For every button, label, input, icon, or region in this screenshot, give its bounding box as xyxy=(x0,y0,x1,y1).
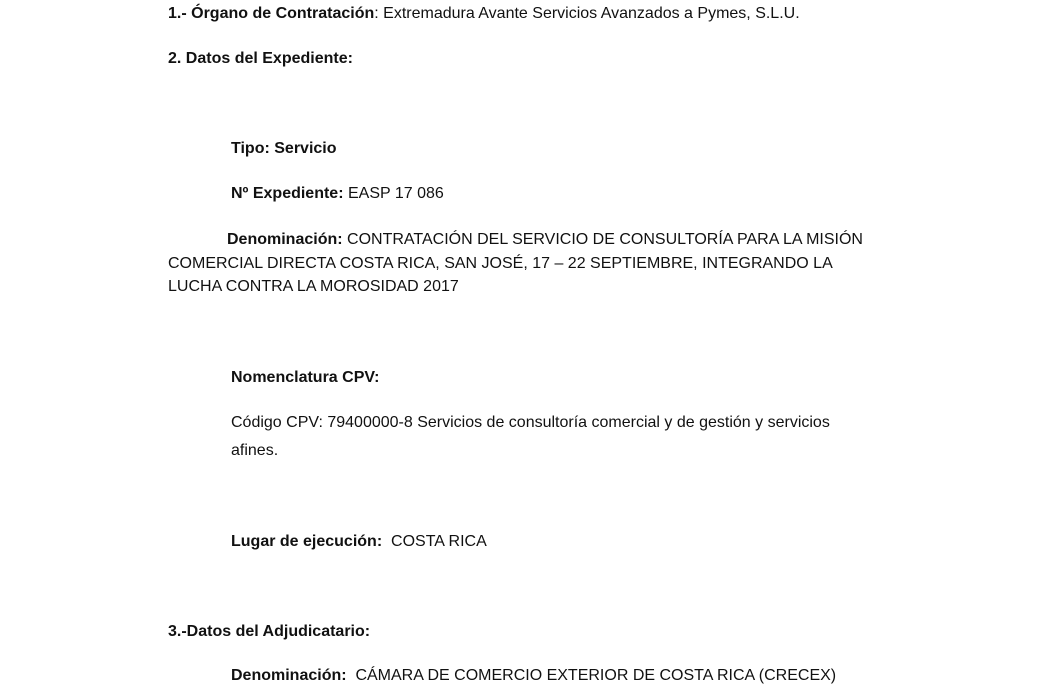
adjudicatario-denominacion-line xyxy=(231,664,836,688)
lugar-ejecucion-value: COSTA RICA xyxy=(391,533,487,550)
organo-contratacion-line xyxy=(168,2,800,26)
denominacion-line-1 xyxy=(227,228,863,252)
denominacion-text-1: CONTRATACIÓN DEL SERVICIO DE CONSULTORÍA PARA LA MISIÓN xyxy=(347,231,863,248)
denominacion-line-2: COMERCIAL DIRECTA COSTA RICA, SAN JOSÉ, 17 – 22 SEPTIEMBRE, INTEGRANDO LA xyxy=(168,255,833,272)
cpv-line-1: Código CPV: 79400000-8 Servicios de consultoría comercial y de gestión y servicios xyxy=(231,414,830,431)
tipo-servicio: Tipo: Servicio xyxy=(231,140,337,157)
expediente-value: EASP 17 086 xyxy=(347,185,444,202)
adjudicatario-denominacion-label: Denominación: xyxy=(231,667,347,684)
expediente-line xyxy=(231,182,444,206)
lugar-ejecucion-label: Lugar de ejecución: xyxy=(231,533,383,550)
denominacion-label: Denominación: xyxy=(227,231,343,248)
datos-adjudicatario-heading: 3.-Datos del Adjudicatario: xyxy=(168,623,371,640)
expediente-label: Nº Expediente: xyxy=(231,185,344,202)
cpv-line-2: afines. xyxy=(231,442,279,459)
adjudicatario-denominacion-value: CÁMARA DE COMERCIO EXTERIOR DE COSTA RICA (CRECEX) xyxy=(355,667,837,684)
lugar-ejecucion-line xyxy=(231,530,487,554)
denominacion-line-3: LUCHA CONTRA LA MOROSIDAD 2017 xyxy=(168,278,459,295)
organo-contratacion-label: 1.- Órgano de Contratación xyxy=(168,5,375,22)
organo-contratacion-value: : Extremadura Avante Servicios Avanzados a Pymes, S.L.U. xyxy=(374,5,800,22)
datos-expediente-heading: 2. Datos del Expediente: xyxy=(168,50,353,67)
nomenclatura-cpv-heading: Nomenclatura CPV: xyxy=(231,369,380,386)
